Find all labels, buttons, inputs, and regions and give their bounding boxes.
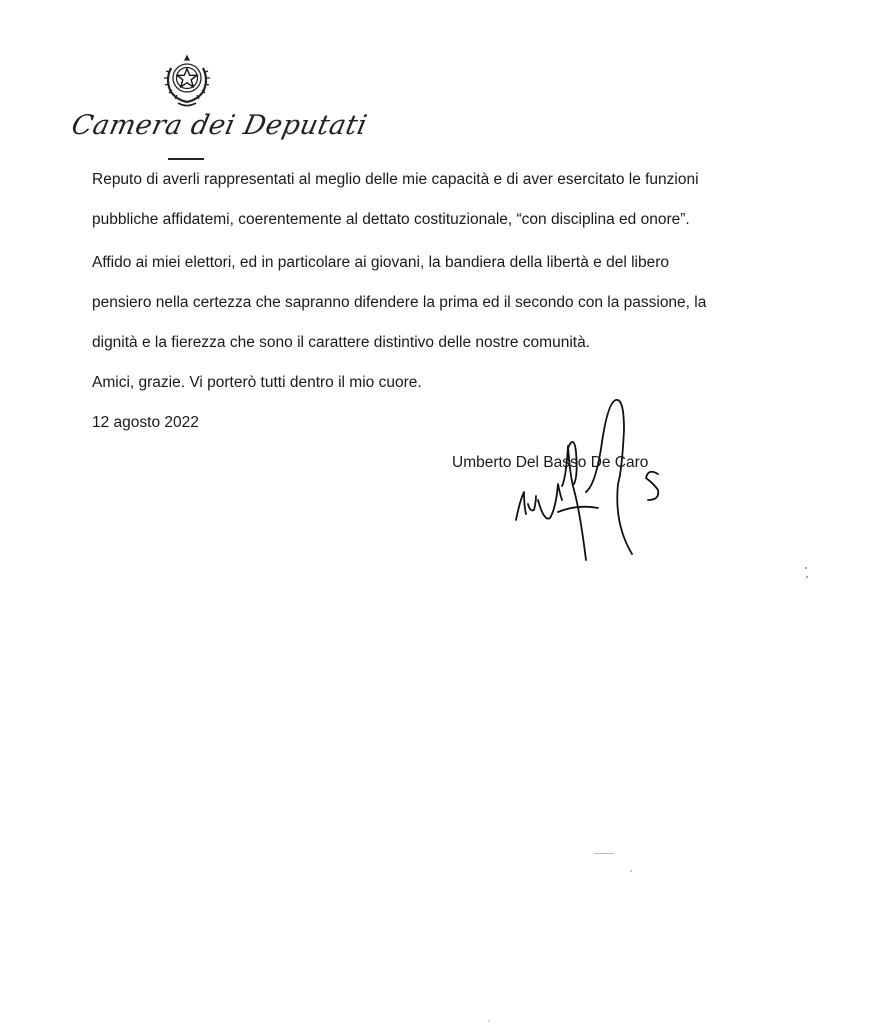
letter-date: 12 agosto 2022 [92,414,199,431]
scan-speck [805,567,807,569]
scan-speck [594,853,614,854]
republic-emblem-icon [158,52,216,110]
paragraph-1-line-1: Reputo di averli rappresentati al meglio delle mie capacità e di aver esercitato le funzioni [92,171,699,188]
scan-speck [488,1020,490,1022]
institution-name: Camera dei Deputati [68,110,370,141]
paragraph-3: Amici, grazie. Vi porterò tutti dentro il mio cuore. [92,374,422,391]
paragraph-2-line-1: Affido ai miei elettori, ed in particolare ai giovani, la bandiera della libertà e del libero [92,254,669,271]
scan-speck [630,870,632,872]
scan-speck [806,576,808,578]
handwritten-signature [500,392,710,572]
signatory-name: Umberto Del Basso De Caro [452,454,649,471]
svg-text:·····: ····· [183,104,191,109]
header-rule [168,158,204,160]
paragraph-2-line-2: pensiero nella certezza che sapranno difendere la prima ed il secondo con la passione, la [92,294,707,311]
paragraph-1-line-2: pubbliche affidatemi, coerentemente al dettato costituzionale, “con disciplina ed onore”. [92,211,690,228]
paragraph-2-line-3: dignità e la fierezza che sono il carattere distintivo delle nostre comunità. [92,334,590,351]
